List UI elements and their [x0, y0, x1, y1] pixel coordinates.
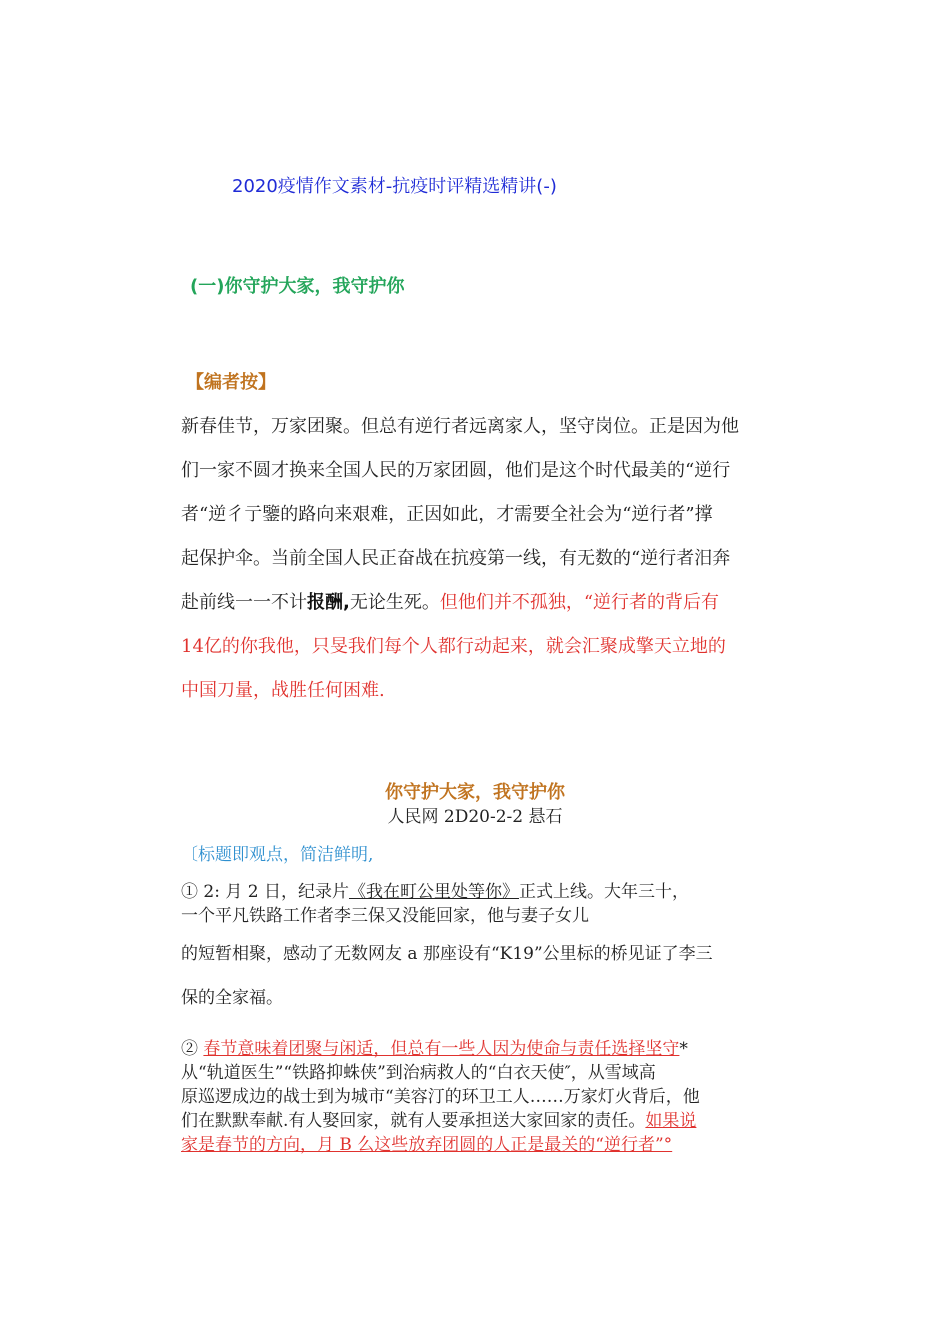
editor-note-line	[181, 588, 781, 632]
article-annotation: 〔标题即观点，简洁鲜明,	[181, 845, 374, 865]
editor-note-label: 【编者按】	[186, 372, 276, 393]
editor-note-red-line: 中国刀量，战胜任何困难.	[181, 680, 385, 701]
article-source: 人民网 2D20-2-2 悬石	[387, 807, 563, 827]
article-paragraph-1	[181, 880, 689, 928]
editor-note-line: 者“逆彳亍鑒的路向来艰难，正因如此，才需要全社会为“逆行者”撑	[181, 504, 713, 525]
paragraph-line: 保的全家福。	[181, 988, 283, 1008]
paragraph-line	[181, 1037, 700, 1061]
paragraph-line: 的短暂相聚，感动了无数网友 a 那座设有“K19”公里标的桥见证了李三	[181, 944, 713, 964]
paragraph-line: 从“轨道医生”“铁路抑蛛侠”到治病救人的“白衣天使″，从雪域高	[181, 1063, 656, 1083]
underlined-red-text: 春节意味着团聚与闲适，但总有一些人因为使命与责任选择坚守	[203, 1039, 680, 1059]
editor-note-text: 赴前线一一不计	[181, 592, 307, 613]
editor-note-line: 新春佳节，万家团聚。但总有逆行者远离家人，坚守岗位。正是因为他	[181, 416, 739, 437]
paragraph-text: ① 2: 月 2 日，纪录片	[181, 882, 349, 902]
section-heading: (一)你守护大家，我守护你	[190, 276, 405, 297]
editor-note-red-line: 14亿的你我他，只旻我们每个人都行动起来，就会汇聚成擎天立地的	[181, 636, 726, 657]
paragraph-line	[181, 1109, 700, 1133]
underlined-red-line: 家是春节的方向，月 B 么这些放弃团圆的人正是最关的“逆行者”°	[181, 1135, 673, 1155]
editor-note-line: 们一家不圆才换来全国人民的万家团圆，他们是这个时代最美的“逆行	[181, 460, 731, 481]
paragraph-line	[181, 880, 689, 904]
document-title: 2020疫情作文素材-抗疫时评精选精讲(-)	[232, 176, 557, 197]
editor-note-line: 起保护伞。当前全国人民正奋战在抗疫第一线，有无数的“逆行者汨奔	[181, 548, 731, 569]
article-paragraph-2	[181, 1037, 700, 1157]
documentary-title: 《我在町公里处等你》	[348, 882, 519, 902]
paragraph-text: 有人娶回家，就有人要承担送大家回家的责任。	[288, 1111, 646, 1131]
editor-note-text: 无论生死。	[349, 592, 440, 613]
paragraph-text: *	[679, 1039, 688, 1059]
paragraph-line: 原巡逻成边的战士到为城市“美容汀的环卫工人……万家灯火背后，他	[181, 1087, 700, 1107]
article-title: 你守护大家，我守护你	[385, 782, 565, 803]
paragraph-line: 一个平凡铁路工作者李三保又没能回家，他与妻子女儿	[181, 906, 589, 926]
underlined-red-text: 如果说	[645, 1111, 697, 1131]
paragraph-text: 正式上线。大年三十，	[518, 882, 689, 902]
editor-note-bold-text: 报酬,	[307, 592, 350, 613]
editor-note-red-text: 但他们并不孤独，“逆行者的背后有	[439, 592, 720, 613]
editor-note-paragraph	[181, 412, 781, 720]
paragraph-number: ②	[181, 1039, 204, 1059]
paragraph-text: 们在默默奉献.	[181, 1111, 289, 1131]
